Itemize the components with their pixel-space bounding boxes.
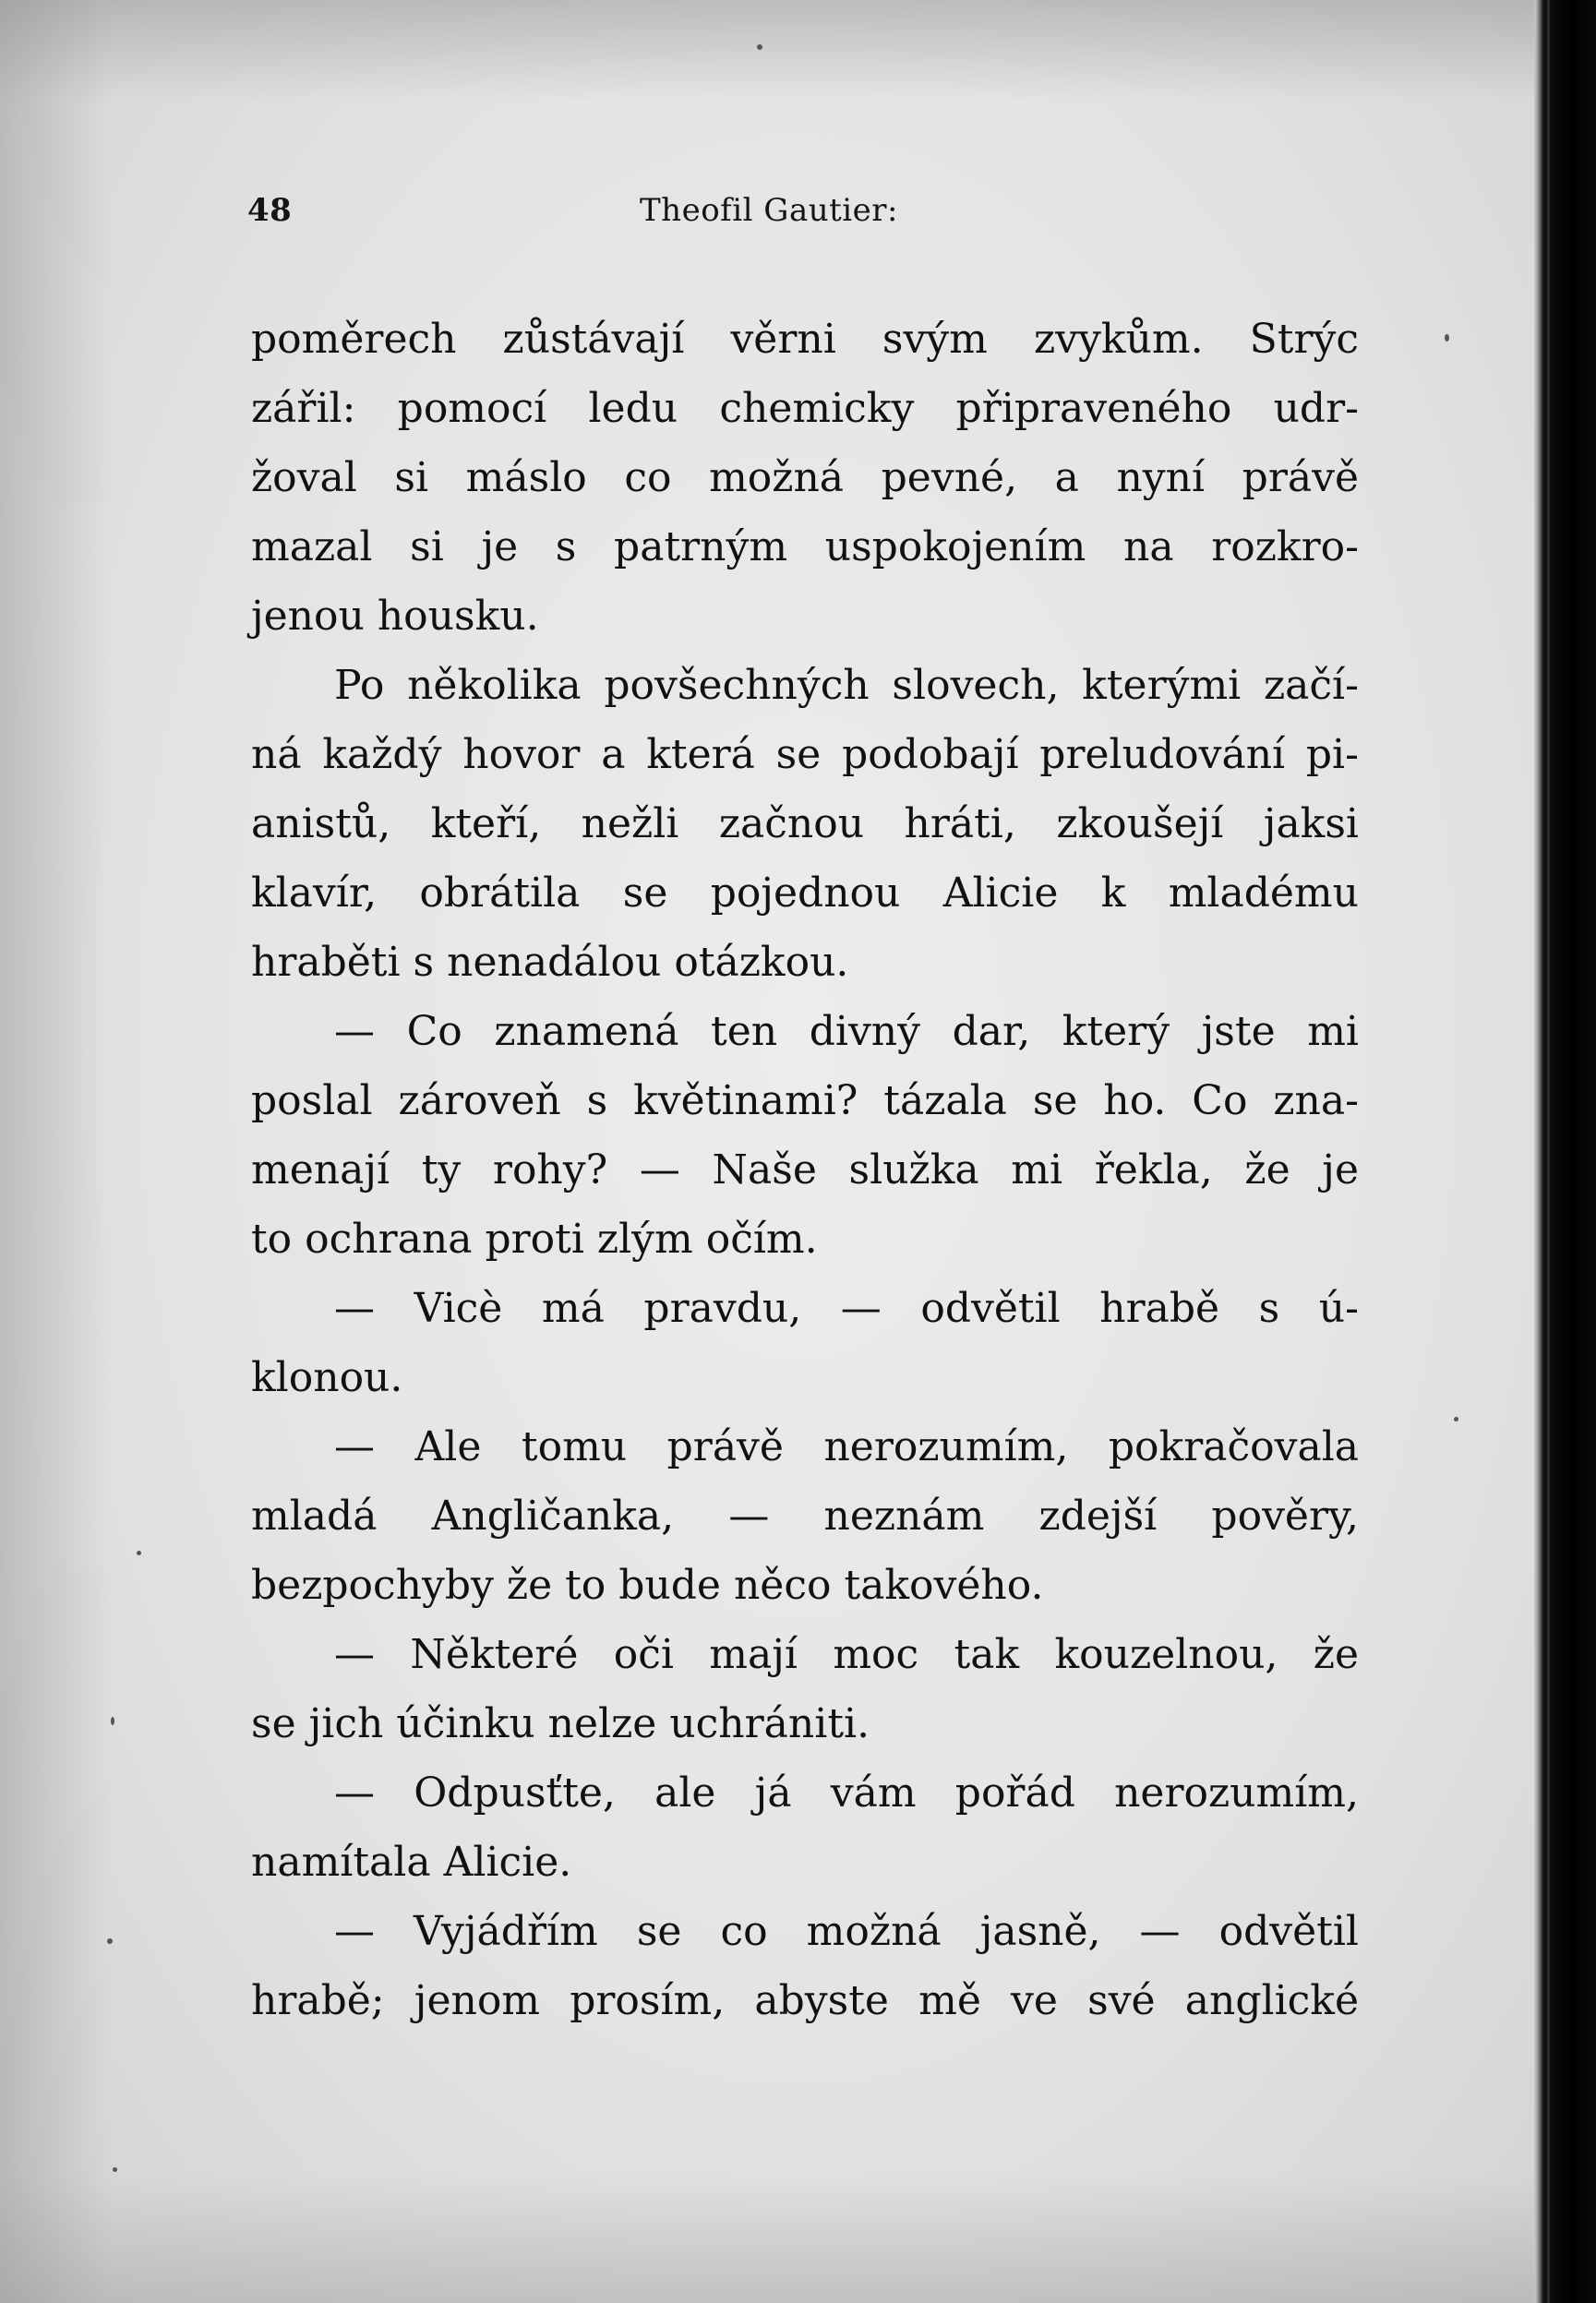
text-line: — Ale tomu právě nerozumím, pokračovala [334, 1423, 1359, 1470]
text-line: poměrech zůstávají věrni svým zvykům. Strýc [251, 316, 1359, 363]
text-line: ná každý hovor a která se podobají preludování pi- [251, 731, 1359, 778]
text-line: — Odpusťte, ale já vám pořád nerozumím, [334, 1769, 1359, 1817]
text-line: klavír, obrátila se pojednou Alicie k mladému [251, 870, 1359, 917]
text-line: mazal si je s patrným uspokojením na rozkro- [251, 523, 1359, 570]
text-line: mladá Angličanka, — neznám zdejší pověry, [251, 1493, 1359, 1540]
running-head: Theofil Gautier: [640, 192, 898, 229]
scan-shadow-top [0, 0, 1596, 102]
page-header [247, 192, 935, 236]
text-line: menají ty rohy? — Naše služka mi řekla, že je [251, 1146, 1359, 1193]
text-line: zářil: pomocí ledu chemicky připraveného udr- [251, 385, 1359, 432]
text-line: — Co znamená ten divný dar, který jste mi [334, 1008, 1359, 1055]
text-line: poslal zároveň s květinami? tázala se ho. Co zna- [251, 1077, 1359, 1124]
book-spine-edge [1534, 0, 1596, 2303]
text-line: jenou housku. [251, 593, 539, 640]
page-number: 48 [247, 192, 293, 229]
text-line: anistů, kteří, nežli začnou hráti, zkoušejí jaksi [251, 800, 1359, 847]
scan-shadow-bottom [0, 2174, 1596, 2303]
text-line: — Vicè má pravdu, — odvětil hrabě s ú- [334, 1285, 1359, 1332]
text-line: namítala Alicie. [251, 1839, 572, 1886]
text-line: to ochrana proti zlým očím. [251, 1216, 818, 1263]
text-line: — Vyjádřím se co možná jasně, — odvětil [334, 1908, 1359, 1955]
text-line: klonou. [251, 1354, 403, 1401]
scan-speck [111, 1717, 114, 1725]
scan-speck [1454, 1417, 1458, 1421]
text-line: Po několika povšechných slovech, kterými začí- [334, 662, 1359, 709]
scan-speck [1445, 334, 1449, 342]
scan-speck [113, 2167, 117, 2172]
text-line: žoval si máslo co možná pevné, a nyní právě [251, 454, 1359, 501]
body-text [251, 305, 1359, 2035]
text-line: se jich účinku nelze uchrániti. [251, 1700, 870, 1747]
text-line: hraběti s nenadálou otázkou. [251, 939, 849, 986]
page-edge-line [1547, 0, 1550, 2303]
text-line: bezpochyby že to bude něco takového. [251, 1562, 1044, 1609]
scan-shadow-left [0, 0, 111, 2303]
scan-speck [757, 44, 762, 50]
scan-speck [107, 1938, 113, 1944]
text-line: — Některé oči mají moc tak kouzelnou, že [334, 1631, 1359, 1678]
scan-speck [137, 1551, 141, 1555]
text-line: hrabě; jenom prosím, abyste mě ve své anglické [251, 1977, 1359, 2024]
